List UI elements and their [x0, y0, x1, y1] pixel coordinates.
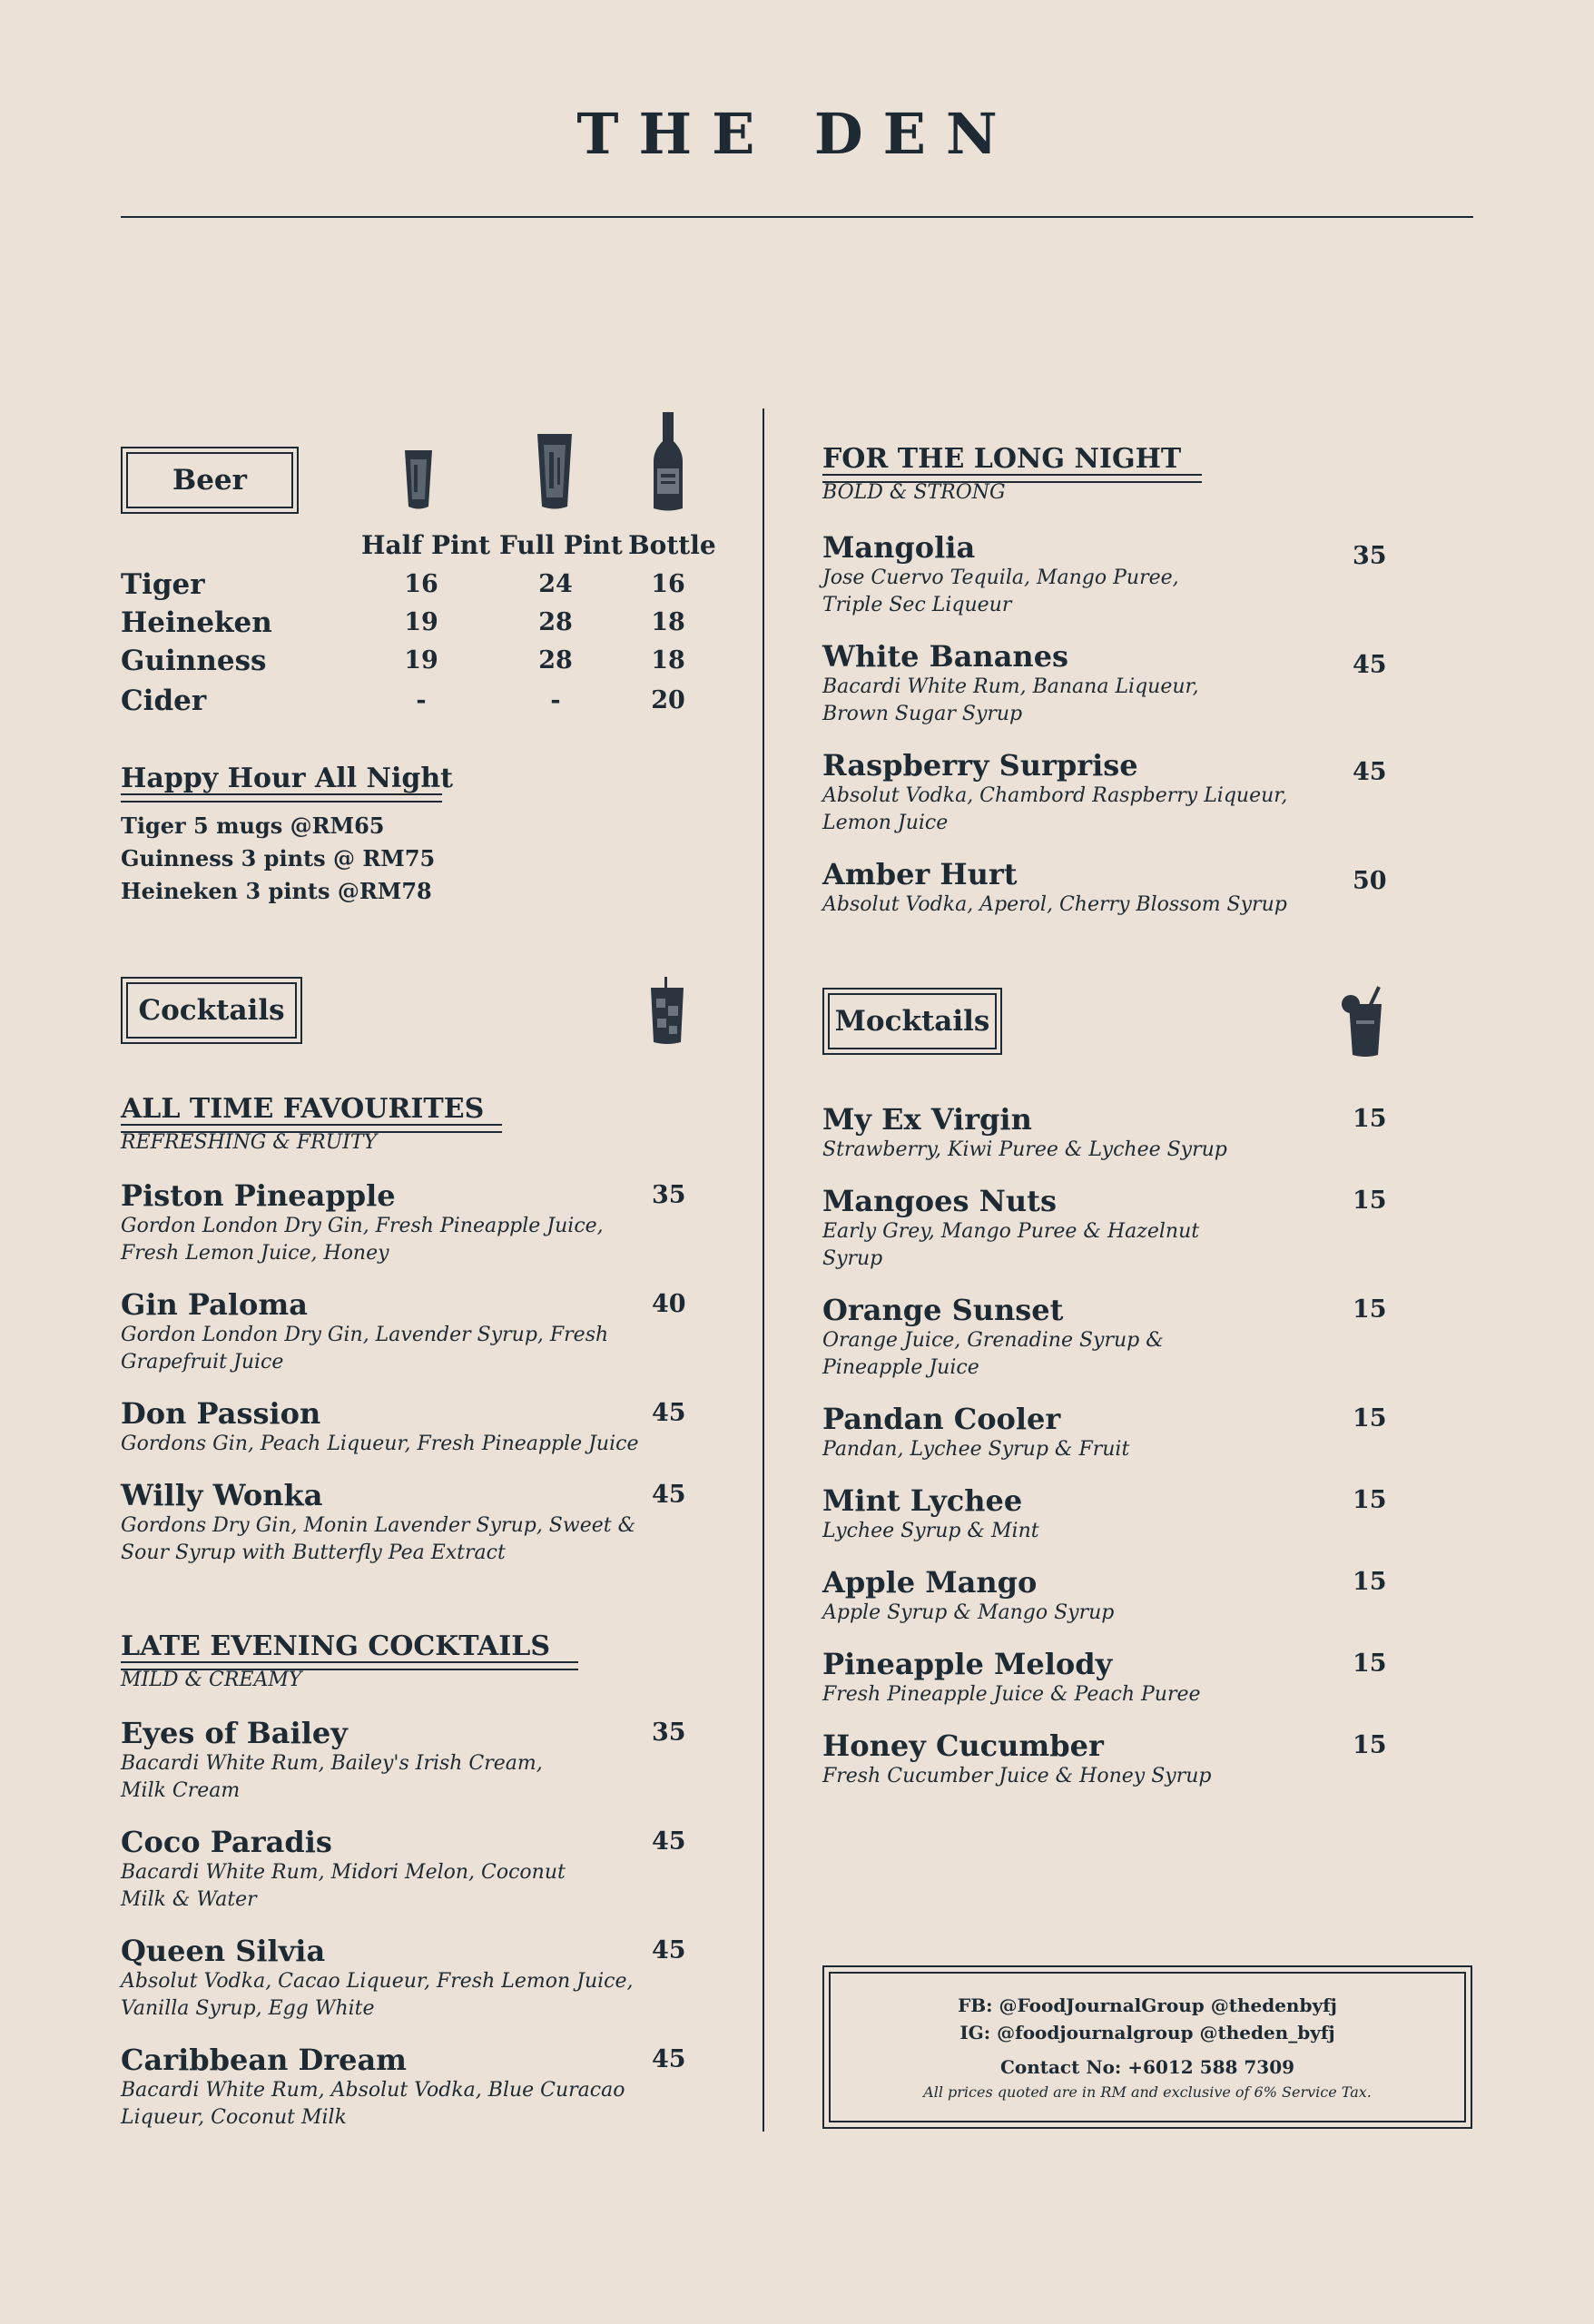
menu-item	[121, 1716, 543, 1805]
item-price: 45	[652, 2045, 686, 2073]
menu-item	[822, 1565, 1114, 1627]
menu-item	[121, 1478, 635, 1567]
contact-box	[822, 1965, 1472, 2129]
menu-item	[121, 1396, 638, 1458]
menu-item	[822, 530, 1179, 619]
mocktails-heading: Mocktails	[828, 993, 997, 1049]
item-price: 35	[652, 1718, 686, 1747]
item-description: Pandan, Lychee Syrup & Fruit	[822, 1438, 1130, 1461]
menu-item	[121, 1287, 608, 1376]
beer-price: -	[416, 686, 427, 714]
title-divider	[121, 216, 1473, 218]
full-pint-glass-icon	[534, 430, 576, 512]
item-name: Eyes of Bailey	[121, 1716, 348, 1750]
mocktail-glass-icon	[1340, 984, 1392, 1059]
beer-price: 28	[538, 608, 573, 636]
cocktail-glass-icon	[648, 975, 686, 1046]
instagram-handles: IG: @foodjournalgroup @theden_byfj	[959, 2022, 1335, 2043]
item-name: My Ex Virgin	[822, 1102, 1032, 1137]
item-description: Bacardi White Rum, Bailey's Irish Cream,	[121, 1752, 543, 1775]
item-price: 15	[1353, 1486, 1387, 1514]
contact-box-inner	[829, 1972, 1466, 2122]
item-description: Apple Syrup & Mango Syrup	[822, 1601, 1115, 1624]
item-name: Mangolia	[822, 530, 976, 565]
cocktails-heading-box	[121, 977, 302, 1044]
beer-price: 16	[651, 570, 685, 598]
half-pint-glass-icon	[401, 447, 436, 512]
item-price: 45	[652, 1827, 686, 1856]
item-description: Gordons Dry Gin, Monin Lavender Syrup, Sweet &	[121, 1514, 636, 1537]
item-description: Milk & Water	[121, 1888, 257, 1911]
beer-price: 28	[538, 646, 573, 675]
item-price: 15	[1353, 1187, 1387, 1215]
item-name: White Bananes	[822, 639, 1069, 674]
item-name: Pineapple Melody	[822, 1647, 1113, 1681]
item-description: Absolut Vodka, Aperol, Cherry Blossom Syrup	[822, 893, 1287, 916]
item-price: 45	[652, 1481, 686, 1509]
beer-name: Cider	[121, 684, 207, 717]
item-name: Don Passion	[121, 1396, 321, 1431]
beer-column-full-pint: Full Pint	[499, 530, 623, 560]
item-description: Pineapple Juice	[822, 1356, 979, 1379]
menu-item	[822, 1728, 1211, 1790]
beer-price: 19	[404, 646, 438, 675]
beer-price: 24	[538, 570, 573, 598]
menu-item	[121, 1178, 604, 1267]
item-description: Gordon London Dry Gin, Fresh Pineapple Juice,	[121, 1215, 604, 1237]
price-note: All prices quoted are in RM and exclusive of 6% Service Tax.	[923, 2083, 1372, 2101]
menu-item	[822, 1184, 1199, 1273]
item-name: Queen Silvia	[121, 1934, 326, 1968]
item-description: Absolut Vodka, Cacao Liqueur, Fresh Lemon Juice,	[121, 1970, 634, 1993]
item-name: Mangoes Nuts	[822, 1184, 1057, 1218]
contact-number: Contact No: +6012 588 7309	[999, 2056, 1295, 2078]
item-price: 15	[1353, 1295, 1387, 1324]
item-description: Sour Syrup with Butterfly Pea Extract	[121, 1541, 506, 1564]
item-description: Fresh Lemon Juice, Honey	[121, 1242, 389, 1265]
item-description: Fresh Cucumber Juice & Honey Syrup	[822, 1765, 1212, 1787]
all-time-favourites-title: ALL TIME FAVOURITES	[121, 1093, 485, 1125]
item-name: Mint Lychee	[822, 1483, 1023, 1518]
item-price: 45	[1353, 651, 1387, 679]
item-price: 15	[1353, 1731, 1387, 1759]
item-description: Early Grey, Mango Puree & Hazelnut	[822, 1220, 1200, 1243]
item-name: Piston Pineapple	[121, 1178, 396, 1213]
item-price: 40	[652, 1290, 686, 1318]
beer-heading-box	[121, 447, 299, 514]
beer-bottle-icon	[650, 410, 686, 514]
item-description: Grapefruit Juice	[121, 1351, 284, 1374]
beer-heading: Beer	[126, 452, 293, 508]
late-evening-cocktails-subtitle: MILD & CREAMY	[121, 1669, 302, 1691]
menu-item	[822, 1402, 1129, 1463]
item-description: Absolut Vodka, Chambord Raspberry Liqueur,	[822, 784, 1288, 807]
item-description: Milk Cream	[121, 1779, 241, 1802]
item-description: Gordon London Dry Gin, Lavender Syrup, Fresh	[121, 1324, 609, 1346]
beer-price: 19	[404, 608, 438, 636]
item-name: Orange Sunset	[822, 1293, 1064, 1327]
menu-item	[121, 1934, 633, 2023]
item-price: 35	[652, 1181, 686, 1209]
item-description: Strawberry, Kiwi Puree & Lychee Syrup	[822, 1138, 1227, 1161]
menu-item	[121, 2043, 625, 2132]
item-name: Raspberry Surprise	[822, 748, 1138, 783]
menu-item	[822, 1647, 1201, 1709]
item-description: Brown Sugar Syrup	[822, 703, 1023, 725]
item-description: Bacardi White Rum, Absolut Vodka, Blue Curacao	[121, 2079, 625, 2102]
happy-hour-line: Heineken 3 pints @RM78	[121, 878, 432, 904]
item-description: Vanilla Syrup, Egg White	[121, 1997, 375, 2020]
menu-item	[121, 1825, 566, 1914]
cocktails-heading: Cocktails	[126, 982, 297, 1039]
item-description: Bacardi White Rum, Midori Melon, Coconut	[121, 1861, 566, 1884]
item-price: 15	[1353, 1105, 1387, 1133]
facebook-handles: FB: @FoodJournalGroup @thedenbyfj	[958, 1994, 1337, 2016]
item-description: Liqueur, Coconut Milk	[121, 2106, 347, 2129]
item-name: Willy Wonka	[121, 1478, 323, 1512]
all-time-favourites-subtitle: REFRESHING & FRUITY	[121, 1131, 378, 1154]
item-description: Orange Juice, Grenadine Syrup &	[822, 1329, 1164, 1352]
item-description: Fresh Pineapple Juice & Peach Puree	[822, 1683, 1201, 1706]
item-price: 45	[652, 1936, 686, 1965]
long-night-title: FOR THE LONG NIGHT	[822, 443, 1182, 475]
page-title: THE DEN	[576, 101, 1018, 167]
item-name: Apple Mango	[822, 1565, 1038, 1600]
beer-column-half-pint: Half Pint	[361, 530, 491, 560]
item-description: Gordons Gin, Peach Liqueur, Fresh Pineapple Juice	[121, 1433, 639, 1455]
happy-hour-line: Tiger 5 mugs @RM65	[121, 812, 385, 839]
item-description: Bacardi White Rum, Banana Liqueur,	[822, 675, 1199, 698]
item-price: 15	[1353, 1404, 1387, 1433]
item-name: Gin Paloma	[121, 1287, 308, 1322]
item-description: Syrup	[822, 1247, 883, 1270]
item-price: 45	[652, 1399, 686, 1427]
beer-price: 20	[651, 686, 685, 714]
beer-column-bottle: Bottle	[628, 530, 716, 560]
long-night-subtitle: BOLD & STRONG	[822, 481, 1006, 504]
beer-name: Heineken	[121, 606, 272, 639]
item-price: 15	[1353, 1568, 1387, 1596]
column-divider	[763, 409, 764, 2132]
beer-price: -	[550, 686, 561, 714]
happy-hour-underline	[121, 793, 442, 803]
beer-price: 18	[651, 608, 685, 636]
beer-price: 18	[651, 646, 685, 675]
item-price: 50	[1353, 867, 1387, 895]
happy-hour-title: Happy Hour All Night	[121, 763, 454, 794]
item-description: Lemon Juice	[822, 812, 949, 834]
item-name: Pandan Cooler	[822, 1402, 1061, 1436]
menu-item	[822, 639, 1199, 728]
late-evening-cocktails-title: LATE EVENING COCKTAILS	[121, 1630, 551, 1662]
menu-item	[822, 1483, 1039, 1545]
item-name: Honey Cucumber	[822, 1728, 1104, 1763]
item-price: 45	[1353, 758, 1387, 786]
item-description: Triple Sec Liqueur	[822, 594, 1012, 616]
item-name: Caribbean Dream	[121, 2043, 408, 2077]
menu-item	[822, 857, 1287, 919]
happy-hour-line: Guinness 3 pints @ RM75	[121, 845, 436, 872]
item-description: Lychee Syrup & Mint	[822, 1520, 1039, 1542]
item-description: Jose Cuervo Tequila, Mango Puree,	[822, 566, 1179, 589]
menu-item	[822, 1293, 1164, 1382]
mocktails-heading-box	[822, 988, 1002, 1055]
item-name: Amber Hurt	[822, 857, 1018, 891]
item-price: 15	[1353, 1649, 1387, 1678]
menu-item	[822, 1102, 1227, 1164]
beer-price: 16	[404, 570, 438, 598]
item-price: 35	[1353, 542, 1387, 570]
beer-name: Tiger	[121, 568, 205, 601]
menu-item	[822, 748, 1287, 837]
item-name: Coco Paradis	[121, 1825, 332, 1859]
beer-name: Guinness	[121, 645, 267, 677]
